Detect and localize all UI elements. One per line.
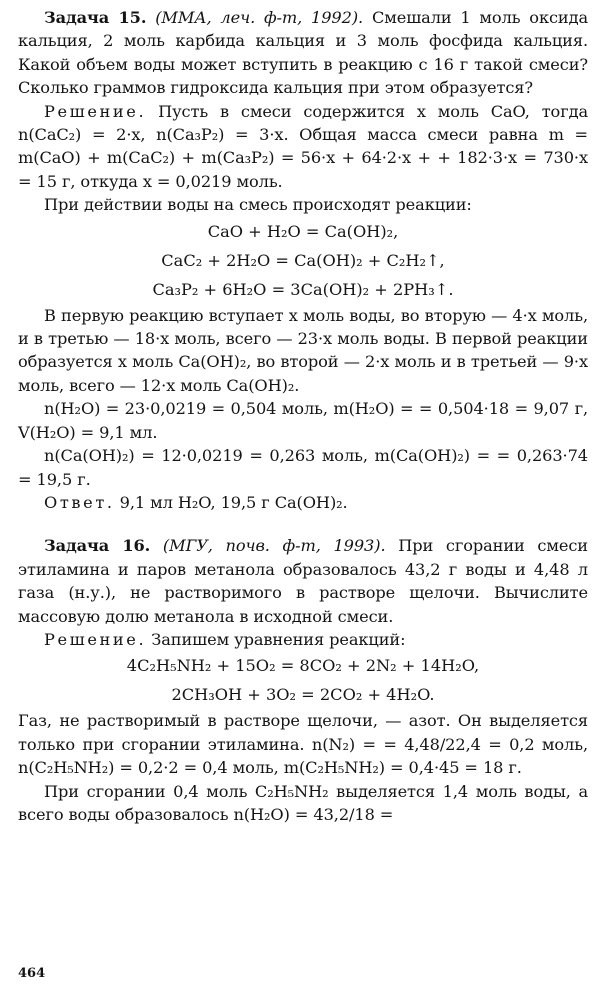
- task15-equation-1: CaO + H₂O = Ca(OH)₂,: [207, 221, 399, 241]
- task16-solution-text: Запишем уравнения реакций:: [151, 629, 406, 649]
- task16-equation-2: 2CH₃OH + 3O₂ = 2CO₂ + 4H₂O.: [171, 685, 435, 705]
- task15-equation-2: CaC₂ + 2H₂O = Ca(OH)₂ + C₂H₂↑,: [161, 250, 445, 270]
- page-number: 464: [18, 966, 46, 981]
- task16-question: При сгорании смеси этиламина и паров метанола образовалось 43,2 г воды и 4,48 л газа (н.у.), не растворимого в растворе щелочи. Вычислите массовую долю метанола в исходной смеси.: [18, 536, 589, 626]
- task15-reactions-intro: При действии воды на смесь происходят реакции:: [44, 195, 472, 215]
- task15-solution-text: Пусть в смеси содержится x моль CaO, тогда n(CaC₂) = 2·x, n(Ca₃P₂) = 3·x. Общая масса смеси равна m = m(CaO) + m(CaC₂) + m(Ca₃P₂) = 56·x + 64·2·x + + 182·3·x = 730·x = 15 г, откуда x = 0,0219 моль.: [18, 101, 589, 191]
- task16-statement: [18, 534, 588, 628]
- task15-equation-3: Ca₃P₂ + 6H₂O = 3Ca(OH)₂ + 2PH₃↑.: [152, 279, 454, 299]
- task15-answer-text: 9,1 мл H₂O, 19,5 г Ca(OH)₂.: [119, 492, 348, 512]
- task15-answer-label: Ответ.: [44, 492, 115, 512]
- task16-solution: [18, 628, 588, 651]
- task16-equation-1: 4C₂H₅NH₂ + 15O₂ = 8CO₂ + 2N₂ + 14H₂O,: [126, 656, 480, 676]
- task15-solution-label: Решение.: [44, 101, 147, 121]
- task15-solution: [18, 100, 588, 194]
- section-gap: [18, 514, 588, 534]
- task15-calc-hydroxide: n(Ca(OH)₂) = 12·0,0219 = 0,263 моль, m(Ca(OH)₂) = = 0,263·74 = 19,5 г.: [18, 446, 588, 489]
- task15-statement: [18, 6, 588, 100]
- task16-source: (МГУ, почв. ф-т, 1993).: [162, 536, 386, 556]
- task15-question: Смешали 1 моль оксида кальция, 2 моль карбида кальция и 3 моль фосфида кальция. Какой объем воды может вступить в реакцию с 16 г такой смеси? Сколько граммов гидроксида кальция при этом образуется?: [18, 8, 589, 98]
- task16-solution-label: Решение.: [44, 629, 147, 649]
- task15-calc-water: n(H₂O) = 23·0,0219 = 0,504 моль, m(H₂O) = = 0,504·18 = 9,07 г, V(H₂O) = 9,1 мл.: [18, 399, 588, 442]
- task15-water-paragraph: В первую реакцию вступает x моль воды, во вторую — 4·x моль, и в третью — 18·x моль, всего — 23·x моль воды. В первой реакции образуется x моль Ca(OH)₂, во второй — 2·x моль и в третьей — 9·x моль, всего — 12·x моль Ca(OH)₂.: [18, 305, 588, 395]
- task16-last-paragraph: При сгорании 0,4 моль C₂H₅NH₂ выделяется 1,4 моль воды, а всего воды образовалось n(H₂O) = 43,2/18 =: [18, 781, 588, 824]
- task16-title: Задача 16.: [44, 536, 151, 556]
- task15-source: (ММА, леч. ф-т, 1992).: [155, 8, 364, 27]
- task15-answer: [18, 491, 588, 514]
- task16-gas-paragraph: Газ, не растворимый в растворе щелочи, — азот. Он выделяется только при сгорании этиламина. n(N₂) = = 4,48/22,4 = 0,2 моль, n(C₂H₅NH₂) = 0,2·2 = 0,4 моль, m(C₂H₅NH₂) = 0,4·45 = 18 г.: [18, 711, 588, 778]
- task15-title: Задача 15.: [44, 8, 147, 27]
